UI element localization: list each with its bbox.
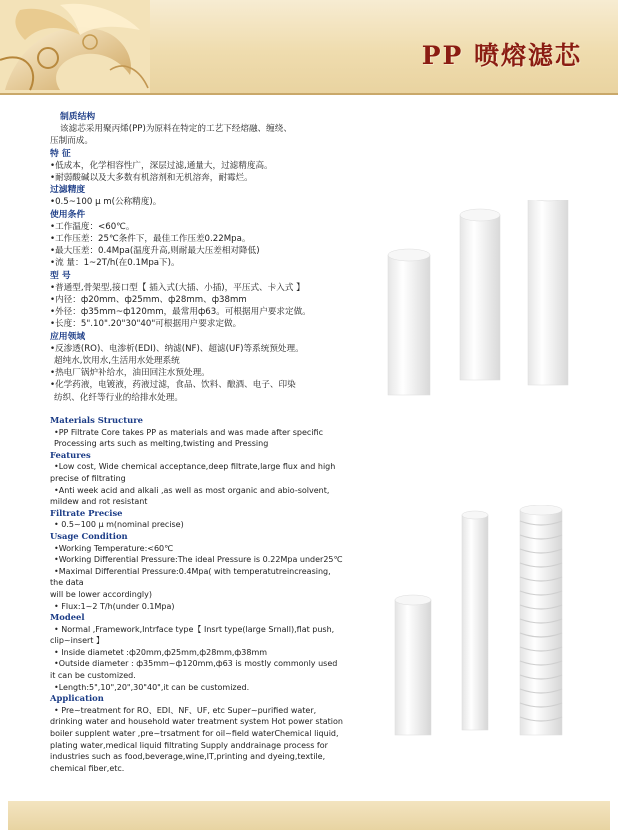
en-text: •Maximal Differential Pressure:0.4Mpa( with temperatutreincreasing, <box>54 566 331 576</box>
en-heading-features: Features <box>50 449 91 460</box>
floral-ornament-icon <box>0 0 150 95</box>
en-text: industries such as food,beverage,wine,IT,printing and dyeing,textile, <box>50 752 326 762</box>
en-text: drinking water and household water treatment system Hot power station <box>50 717 343 727</box>
en-text: •Anti week acid and alkali ,as well as most organic and abio-solvent, <box>54 485 330 495</box>
chinese-spec-section <box>50 111 350 404</box>
en-text: Processing arts such as melting,twisting and Pressing <box>54 439 269 449</box>
cn-text: •耐弱酸碱以及大多数有机溶剂和无机溶奔，耐霉烂。 <box>50 173 253 184</box>
en-heading-usage: Usage Condition <box>50 530 128 541</box>
en-text: •Low cost, Wide chemical acceptance,deep filtrate,large flux and high <box>54 462 336 472</box>
en-text: clip~insert 】 <box>50 636 104 646</box>
cn-text: 超纯水,饮用水,生活用水处理系统 <box>54 356 180 367</box>
filter-cartridge-short-icon <box>395 595 431 735</box>
en-text: •Working Temperature:<60℃ <box>54 543 174 553</box>
cn-text: •低成本，化学相容性广，深层过滤,通量大，过滤精度高。 <box>50 160 273 171</box>
cn-heading-precision: 过滤精度 <box>50 185 86 196</box>
cn-text: •热电厂锅炉补给水，油田回注水预处理。 <box>50 368 210 379</box>
en-text: • Pre~treatment for RO、EDI、NF、UF, etc Super~purified water, <box>54 705 317 715</box>
cn-text: •外径：ф35mm~ф120mm，最常用ф63。可根据用户要求定做。 <box>50 307 311 318</box>
en-heading-materials: Materials Structure <box>50 415 143 425</box>
en-text: will be lower accordingly) <box>50 589 152 599</box>
en-text: it can be customized. <box>50 671 136 681</box>
footer-band <box>8 801 610 830</box>
filter-cartridge-medium-icon <box>460 209 500 380</box>
cn-text: 该滤芯采用聚丙烯(PP)为原料在特定的工艺下经熔融、缠绕、 <box>60 124 292 135</box>
en-text: • Flux:1~2 T/h(under 0.1Mpa) <box>54 601 175 611</box>
en-heading-model: Modeel <box>50 612 85 623</box>
cn-text: •0.5~100 μ m(公称精度)。 <box>50 197 162 208</box>
cn-text: 纺织、化纤等行业的给排水处理。 <box>54 392 183 403</box>
filter-cartridge-long-icon <box>462 511 488 730</box>
en-text: boiler supplent water ,pre~trsatment for oil~field waterChemical liquid, <box>50 729 339 739</box>
english-spec-section <box>50 415 370 774</box>
en-text: • 0.5~100 μ m(nominal precise) <box>54 520 184 530</box>
en-text: •Length:5",10",20",30"40",it can be customized. <box>54 682 250 692</box>
filter-cartridge-short-icon <box>388 249 430 395</box>
cn-text: 压制而成。 <box>50 136 93 147</box>
en-heading-precise: Filtrate Precise <box>50 507 123 518</box>
en-text: •Working Differential Pressure:The ideal Pressure is 0.22Mpa under25℃ <box>54 555 343 565</box>
cn-text: •内径：ф20mm、ф25mm、ф28mm、ф38mm <box>50 295 247 306</box>
cn-heading-model: 型 号 <box>50 270 71 281</box>
en-text: •Outside diameter : ф35mm~ф120mm,ф63 is mostly commonly used <box>54 659 338 669</box>
en-text: the data <box>50 578 84 588</box>
cn-text: •普通型,骨架型,接口型【 插入式(大插、小插)，平压式、卡入式 】 <box>50 282 305 293</box>
en-text: • Inside diametet :ф20mm,ф25mm,ф28mm,ф38mm <box>54 647 268 657</box>
cn-text: •流 量：1~2T/h(在0.1Mpa下)。 <box>50 258 180 269</box>
cn-heading-material: 制质结构 <box>60 112 96 122</box>
en-text: mildew and rot resistant <box>50 497 148 507</box>
header-rule <box>0 93 618 95</box>
page-title: PP 喷熔滤芯 <box>421 41 582 70</box>
cn-text: •最大压差：0.4Mpa(温度升高,则耐最大压差相对降低) <box>50 246 260 257</box>
filter-cartridge-tall-icon <box>528 200 568 385</box>
en-text: •PP Filtrate Core takes PP as materials and was made after specific <box>54 427 323 437</box>
cn-text: •长度：5".10".20"30"40"可根据用户要求定做。 <box>50 319 242 330</box>
en-heading-application: Application <box>50 693 104 704</box>
cn-heading-conditions: 使用条件 <box>50 209 86 220</box>
cn-text: •化学药液，电镀液，药液过滤，食品、饮料、酿酒、电子、印染 <box>50 380 296 391</box>
wound-string-filter-icon <box>520 505 562 735</box>
cn-text: •工作温度：<60℃。 <box>50 221 135 232</box>
header-banner <box>0 0 618 95</box>
cn-text: •反渗透(RO)、电渗析(EDI)、纳滤(NF)、超滤(UF)等系统预处理。 <box>50 343 304 354</box>
en-text: precise of filtrating <box>50 473 126 483</box>
filter-cartridge-photo-group-1 <box>380 200 600 400</box>
cn-text: •工作压差：25℃条件下，最佳工作压差0.22Mpa。 <box>50 234 251 245</box>
en-text: chemical fiber,etc. <box>50 763 125 773</box>
cn-heading-features: 特 征 <box>50 148 71 159</box>
en-text: • Normal ,Framework,Intrface type【 Insrt type(large Srnall),flat push, <box>54 624 335 634</box>
en-text: plating water,medical liquid filtrating Supply anddrainage process for <box>50 740 328 750</box>
cn-heading-applications: 应用领域 <box>50 331 86 342</box>
filter-cartridge-photo-group-2 <box>380 505 580 745</box>
